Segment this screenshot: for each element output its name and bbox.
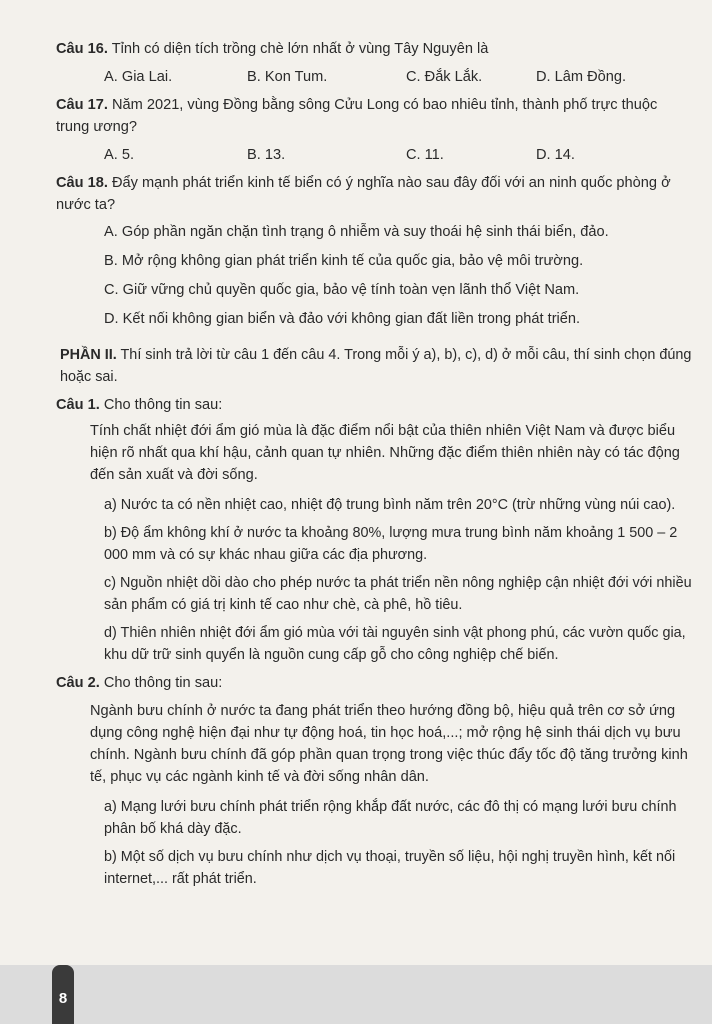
part2-question-1 (56, 394, 692, 416)
q17-option-c: C. 11. (406, 147, 444, 163)
question-17-label: Câu 17. (56, 97, 108, 113)
q16-option-b: B. Kon Tum. (247, 69, 328, 85)
c2-statement-b: b) Một số dịch vụ bưu chính như dịch vụ thoại, truyền số liệu, hội nghị truyền hình, kết nối internet,... rất phát triển. (104, 849, 676, 887)
footer-bar (0, 965, 712, 1024)
part-2-label: PHẦN II. (60, 347, 117, 363)
page-number: 8 (58, 990, 68, 1007)
part2-question-2-label: Câu 2. (56, 675, 100, 691)
question-18 (56, 172, 692, 216)
q17-option-b: B. 13. (247, 147, 286, 163)
question-18-label: Câu 18. (56, 175, 108, 191)
q17-option-d: D. 14. (536, 147, 575, 163)
question-18-options (104, 221, 692, 330)
c1-statement-c: c) Nguồn nhiệt dồi dào cho phép nước ta phát triển nền nông nghiệp cận nhiệt đới với nhiều sản phẩm có giá trị kinh tế cao như chè, cà phê, hồ tiêu. (104, 575, 692, 613)
part-2-instructions (60, 344, 692, 388)
c1-statement-a: a) Nước ta có nền nhiệt cao, nhiệt độ trung bình năm trên 20°C (trừ những vùng núi cao). (104, 497, 676, 513)
q18-option-d: D. Kết nối không gian biển và đảo với không gian đất liền trong phát triển. (104, 311, 581, 327)
question-18-text: Đẩy mạnh phát triển kinh tế biển có ý nghĩa nào sau đây đối với an ninh quốc phòng ở nước ta? (56, 175, 671, 213)
q18-option-b: B. Mở rộng không gian phát triển kinh tế của quốc gia, bảo vệ môi trường. (104, 253, 584, 269)
q16-option-a: A. Gia Lai. (104, 69, 173, 85)
part2-question-2-text: Cho thông tin sau: (99, 675, 223, 691)
page-content (52, 38, 692, 890)
part2-question-1-label: Câu 1. (56, 397, 100, 413)
q16-option-d: D. Lâm Đồng. (536, 69, 627, 85)
c2-statement-a: a) Mạng lưới bưu chính phát triển rộng khắp đất nước, các đô thị có mạng lưới bưu chính phân bố khá dày đặc. (104, 799, 677, 837)
question-17-text: Năm 2021, vùng Đồng bằng sông Cửu Long có bao nhiêu tỉnh, thành phố trực thuộc trung ương? (56, 97, 658, 135)
question-17-options (104, 144, 692, 166)
q17-option-a: A. 5. (104, 147, 135, 163)
part2-question-2-passage: Ngành bưu chính ở nước ta đang phát triển theo hướng đồng bộ, hiệu quả trên cơ sở ứng dụng công nghệ hiện đại như tự động hoá, tin học hoá,...; mở rộng hệ sinh thái dịch vụ bưu chính. Ngành bưu chính đã góp phần quan trọng trong việc thúc đẩy tốc độ tăng trưởng kinh tế, phục vụ các ngành kinh tế và đời sống nhân dân. (90, 703, 688, 785)
c1-statement-d: d) Thiên nhiên nhiệt đới ẩm gió mùa với tài nguyên sinh vật phong phú, các vườn quốc gia, khu dữ trữ sinh quyển là nguồn cung cấp gỗ cho công nghiệp chế biến. (104, 625, 686, 663)
part-2-text: Thí sinh trả lời từ câu 1 đến câu 4. Trong mỗi ý a), b), c), d) ở mỗi câu, thí sinh chọn đúng hoặc sai. (60, 347, 692, 385)
part2-question-2 (56, 672, 692, 694)
question-16 (56, 38, 692, 60)
part2-question-1-passage: Tính chất nhiệt đới ẩm gió mùa là đặc điểm nổi bật của thiên nhiên Việt Nam và được biểu hiện rõ nhất qua khí hậu, cảnh quan tự nhiên. Những đặc điểm thiên nhiên này có tác động đến sản xuất và đời sống. (90, 423, 680, 483)
question-16-label: Câu 16. (56, 41, 108, 57)
q16-option-c: C. Đắk Lắk. (406, 69, 483, 85)
part2-question-1-text: Cho thông tin sau: (99, 397, 223, 413)
q18-option-a: A. Góp phần ngăn chặn tình trạng ô nhiễm và suy thoái hệ sinh thái biển, đảo. (104, 224, 609, 240)
question-17 (56, 94, 692, 138)
q18-option-c: C. Giữ vững chủ quyền quốc gia, bảo vệ tính toàn vẹn lãnh thổ Việt Nam. (104, 282, 580, 298)
question-16-options (104, 66, 692, 88)
c1-statement-b: b) Độ ẩm không khí ở nước ta khoảng 80%, lượng mưa trung bình năm khoảng 1 500 – 2 000 mm và có sự khác nhau giữa các địa phương. (104, 525, 678, 563)
question-16-text: Tỉnh có diện tích trồng chè lớn nhất ở vùng Tây Nguyên là (107, 41, 489, 57)
